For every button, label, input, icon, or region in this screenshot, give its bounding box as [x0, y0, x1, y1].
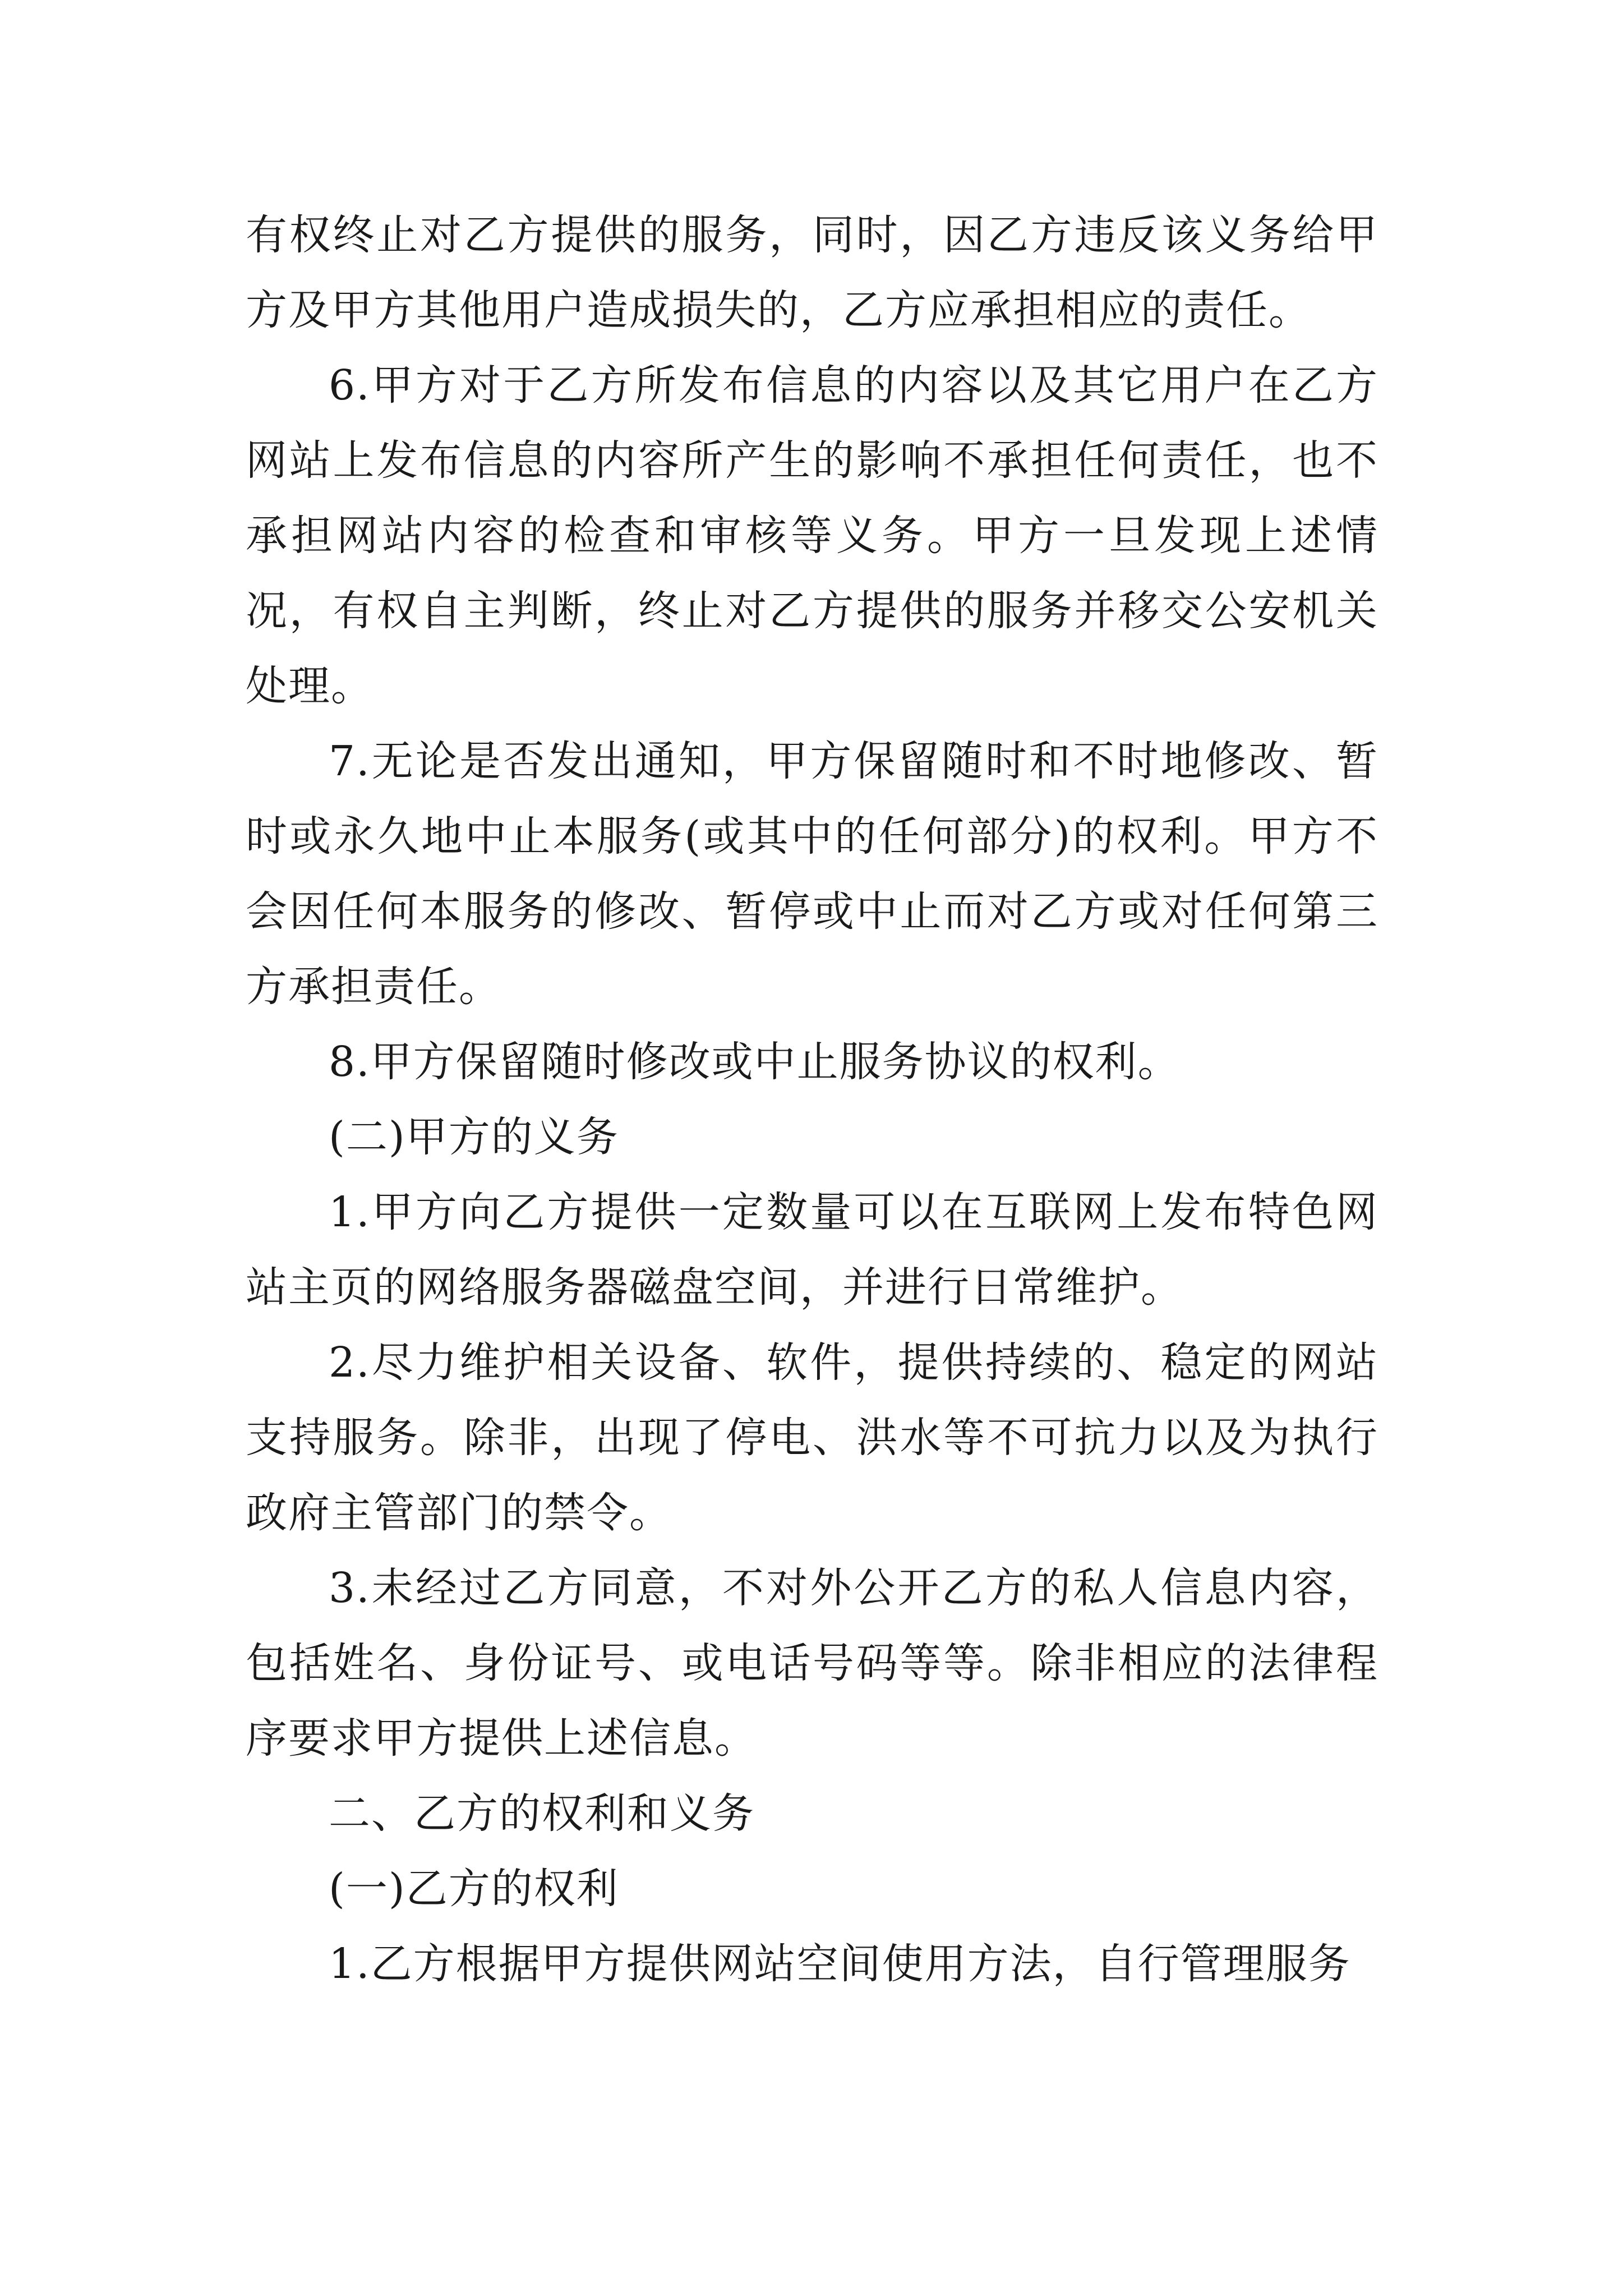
paragraph-obligation-1: 1.甲方向乙方提供一定数量可以在互联网上发布特色网站主页的网络服务器磁盘空间，并进行日常维护。: [246, 1188, 1378, 1312]
paragraph-item-8: 8.甲方保留随时修改或中止服务协议的权利。: [329, 1038, 1181, 1086]
paragraph-continuation: 有权终止对乙方提供的服务，同时，因乙方违反该义务给甲方及甲方其他用户造成损失的，乙方应承担相应的责任。: [246, 211, 1378, 334]
paragraph-obligation-2: 2.尽力维护相关设备、软件，提供持续的、稳定的网站支持服务。除非，出现了停电、洪水等不可抗力以及为执行政府主管部门的禁令。: [246, 1338, 1378, 1537]
paragraph-right-1: 1.乙方根据甲方提供网站空间使用方法，自行管理服务: [329, 1940, 1351, 1988]
section-heading-party-b-rights-obligations: 二、乙方的权利和义务: [329, 1789, 755, 1838]
paragraph-item-6: 6.甲方对于乙方所发布信息的内容以及其它用户在乙方网站上发布信息的内容所产生的影响不承担任何责任，也不承担网站内容的检查和审核等义务。甲方一旦发现上述情况，有权自主判断，终止对乙方提供的服务并移交公安机关处理。: [246, 361, 1378, 710]
document-body: [246, 197, 1378, 2001]
paragraph-obligation-3: 3.未经过乙方同意，不对外公开乙方的私人信息内容，包括姓名、身份证号、或电话号码等等。除非相应的法律程序要求甲方提供上述信息。: [246, 1564, 1378, 1763]
paragraph-item-7: 7.无论是否发出通知，甲方保留随时和不时地修改、暂时或永久地中止本服务(或其中的任何部分)的权利。甲方不会因任何本服务的修改、暂停或中止而对乙方或对任何第三方承担责任。: [246, 737, 1378, 1011]
section-heading-party-b-rights: (一)乙方的权利: [329, 1865, 619, 1913]
section-heading-party-a-obligations: (二)甲方的义务: [329, 1113, 619, 1161]
